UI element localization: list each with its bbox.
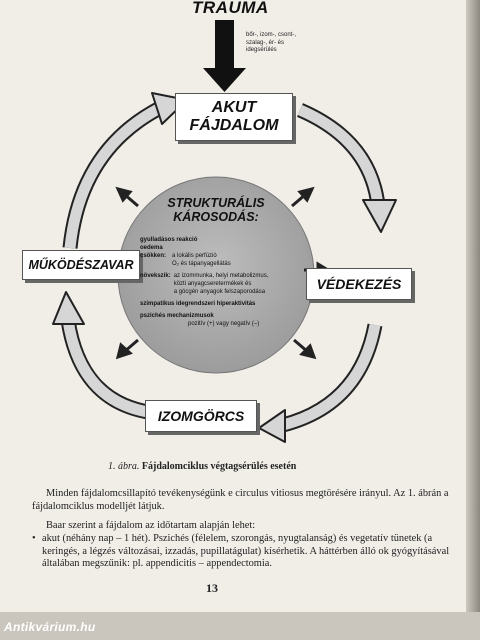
trauma-note xyxy=(246,32,296,55)
list-item xyxy=(140,272,310,296)
structural-damage-title-line: KÁROSODÁS: xyxy=(173,210,259,224)
trauma-label: TRAUMA xyxy=(192,0,269,17)
list-item-head: pszichés mechanizmusok xyxy=(140,313,214,319)
list-item-line: a gócgén anyagok felszaporodása xyxy=(173,289,266,295)
dysfunction-box: MŰKÖDÉSZAVAR xyxy=(22,250,140,280)
list-item-head: oedema xyxy=(140,245,163,251)
figure-title: Fájdalomciklus végtagsérülés esetén xyxy=(141,461,297,472)
structural-damage-title xyxy=(150,196,282,224)
trauma-arrow xyxy=(203,20,246,92)
list-item-head: csökken: xyxy=(140,253,167,259)
list-item-line: O₂ és tápanyagellátás xyxy=(172,261,231,267)
list-item-head: gyulladásos reakció xyxy=(140,237,198,243)
list-item-text xyxy=(174,272,269,296)
cycle-arrow-akut-to-vedekezes xyxy=(300,110,396,232)
trauma-note-line: bőr-, izom-, csont-, xyxy=(246,32,297,38)
watermark-text: Antikvárium.hu xyxy=(4,620,96,634)
trauma-note-line: idegsérülés xyxy=(246,47,277,53)
bullet-item xyxy=(32,533,452,571)
figure-caption xyxy=(108,461,296,472)
structural-damage-title-line: STRUKTURÁLIS xyxy=(167,196,265,210)
bullet-icon: • xyxy=(32,533,36,544)
bullet-text: akut (néhány nap – 1 hét). Pszichés (félelem, szorongás, nyugtalanság) és vegetatív tünetek (a keringés, a légzés változásai, izzadás, pupillatágulat) kísérhetik. A háttérben álló ok gyógyításával általában megszűnik: pl. appendicitis – appendectomia. xyxy=(42,533,450,569)
list-item-line: a lokális perfúzió xyxy=(172,253,217,259)
acute-pain-label: AKUT xyxy=(211,99,257,116)
list-item-line: pozitív (+) vagy negatív (–) xyxy=(188,321,260,327)
trauma-note-line: szalag-, ér- és xyxy=(246,39,285,46)
list-item-text xyxy=(172,252,231,268)
list-item xyxy=(140,252,310,268)
acute-pain-label: FÁJDALOM xyxy=(189,117,279,134)
list-item-head: növekszik: xyxy=(140,273,171,279)
list-item-head: szimpatikus idegrendszeri hiperaktivitás xyxy=(140,301,256,307)
defense-box: VÉDEKEZÉS xyxy=(306,268,412,300)
paragraph-1: Minden fájdalomcsillapító tevékenységünk e circulus vitiosus megtörésére irányul. Az 1. ábrán a fájdalomciklus modelljét látjuk. xyxy=(32,488,449,512)
acute-pain-box xyxy=(175,93,293,141)
page-number: 13 xyxy=(206,581,218,595)
list-item-line: közti anyagcseretermékek és xyxy=(173,281,252,287)
paragraph-2: Baar szerint a fájdalom az időtartam alapján lehet: xyxy=(46,520,256,531)
list-item-line: az izommunka, helyi metabolizmus, xyxy=(173,273,269,279)
figure-number: 1. ábra. xyxy=(108,461,140,472)
muscle-spasm-box: IZOMGÖRCS xyxy=(145,400,257,432)
structural-damage-list xyxy=(140,236,310,328)
